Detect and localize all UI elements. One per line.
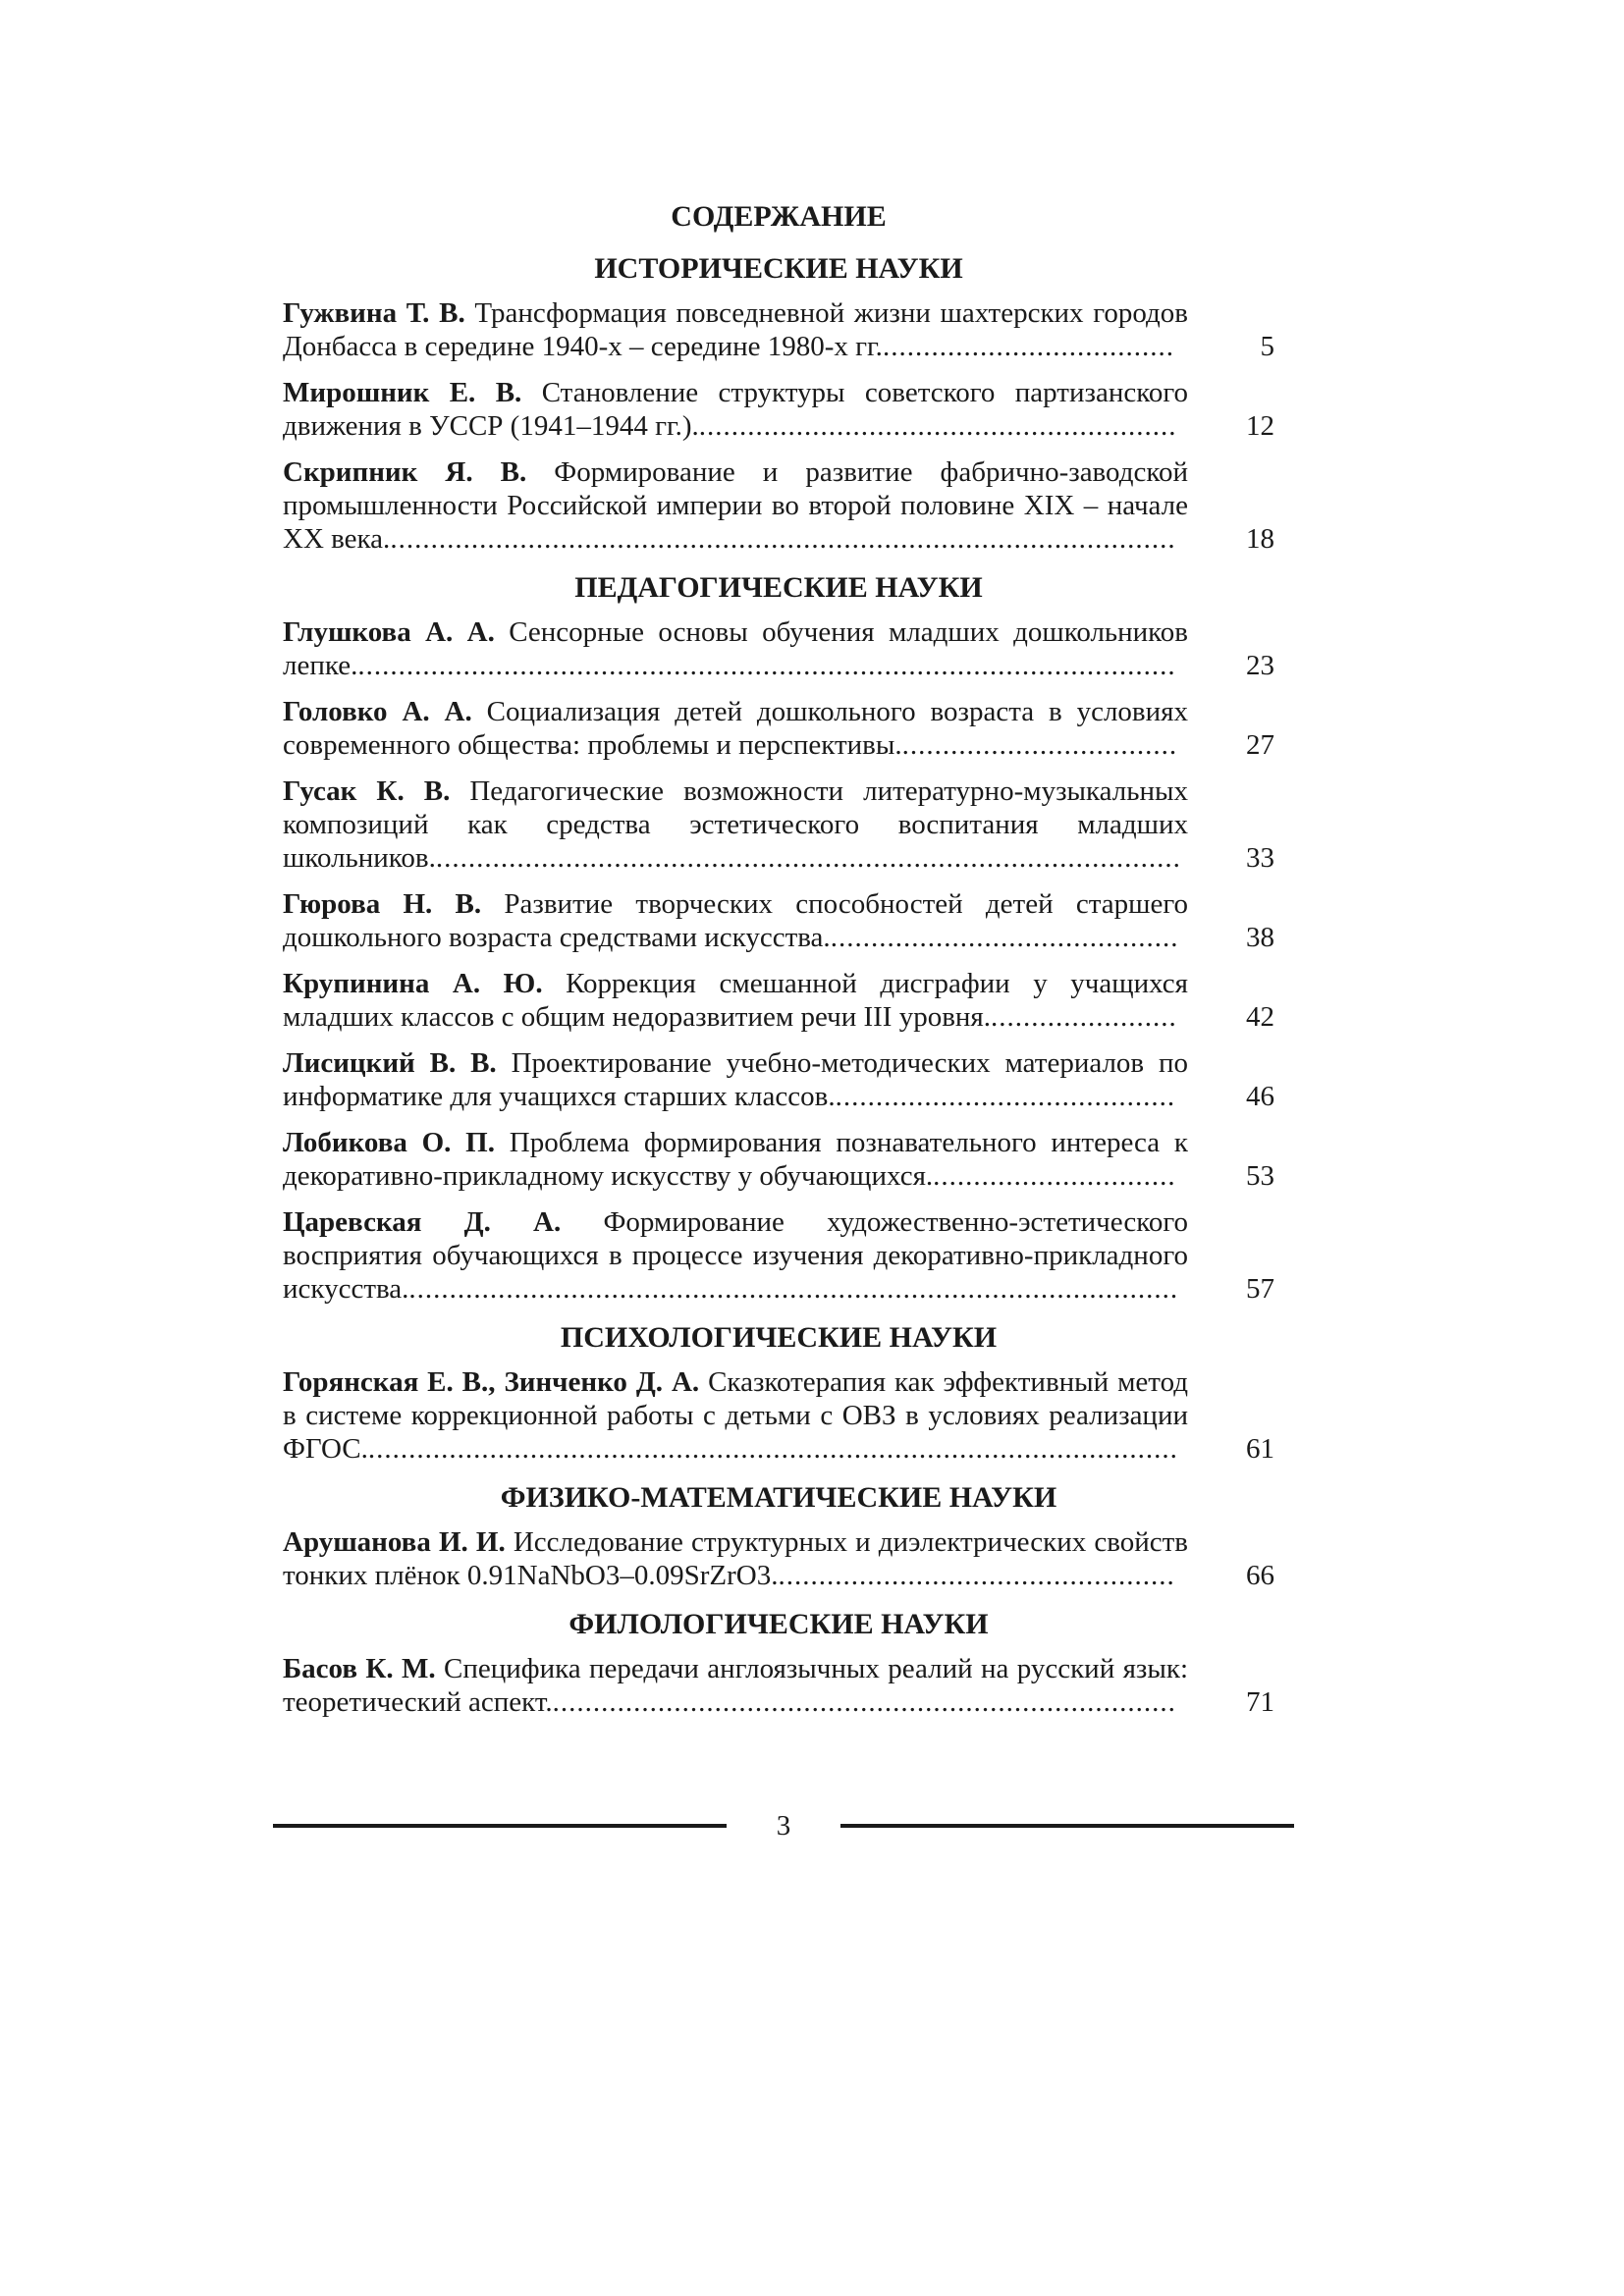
toc-entry-text <box>283 455 1188 556</box>
toc-entry-title: Исследование структурных и диэлектрических свойств тонких плёнок 0.91NaNbO3–0.09SrZrO3. <box>283 1526 1188 1591</box>
toc-entry-title: Педагогические возможности литературно-музыкальных композиций как средства эстетического воспитания младших школьников. <box>283 775 1188 874</box>
toc-entry-page-number: 23 <box>1246 650 1274 681</box>
toc-sections <box>283 249 1274 1719</box>
toc-entry-author: Царевская Д. А. <box>283 1206 562 1238</box>
toc-entry[interactable] <box>283 615 1274 682</box>
toc-entry-text <box>283 1046 1188 1113</box>
toc-entry-page-number: 57 <box>1246 1273 1274 1305</box>
toc-entry-page-number: 12 <box>1246 410 1274 442</box>
footer-rule-right <box>840 1824 1294 1828</box>
footer-page-number: 3 <box>776 1810 791 1842</box>
toc-entry-text <box>283 1525 1188 1592</box>
toc-entry-title: Специфика передачи англоязычных реалий на русский язык: теоретический аспект. <box>283 1653 1189 1718</box>
toc-entry-page-number: 5 <box>1260 331 1274 362</box>
toc-entry-text <box>283 967 1188 1034</box>
toc-entry-author: Гужвина Т. В. <box>283 297 465 329</box>
toc-entry-author: Гюрова Н. В. <box>283 888 482 920</box>
toc-section <box>283 249 1274 556</box>
toc-entry[interactable] <box>283 774 1274 875</box>
toc-entry-author: Глушкова А. А. <box>283 616 495 648</box>
toc-entry-page-number: 71 <box>1246 1686 1274 1718</box>
toc-entry-text <box>283 1652 1188 1719</box>
toc-entry-page-number: 38 <box>1246 922 1274 953</box>
toc-entry-author: Крупинина А. Ю. <box>283 968 543 999</box>
toc-entry-text <box>283 695 1188 762</box>
toc-entry-author: Горянская Е. В., Зинченко Д. А. <box>283 1366 700 1398</box>
dot-leader: ............................................................................. <box>552 1686 1176 1718</box>
toc-section <box>283 1605 1274 1719</box>
toc-entry-author: Скрипник Я. В. <box>283 456 527 488</box>
toc-entry-text <box>283 615 1188 682</box>
toc-entry[interactable] <box>283 455 1274 556</box>
toc-entry-author: Арушанова И. И. <box>283 1526 506 1558</box>
toc-entry[interactable] <box>283 1365 1274 1466</box>
toc-entry[interactable] <box>283 1126 1274 1193</box>
dot-leader: .................................... <box>882 331 1174 362</box>
toc-entry-page-number: 42 <box>1246 1001 1274 1033</box>
toc-entry-author: Гусак К. В. <box>283 775 451 807</box>
dot-leader: ..................................................................................................... <box>357 650 1176 681</box>
toc-entry-page-number: 46 <box>1246 1081 1274 1112</box>
section-title: ПСИХОЛОГИЧЕСКИЕ НАУКИ <box>560 1321 998 1354</box>
toc-entry[interactable] <box>283 695 1274 762</box>
page-footer <box>273 1806 1294 1845</box>
toc-entry-title: Социализация детей дошкольного возраста в условиях современного общества: проблемы и перспективы. <box>283 696 1188 761</box>
toc-entry-title: Сказкотерапия как эффективный метод в системе коррекционной работы с детьми с ОВЗ в условиях реализации ФГОС. <box>283 1366 1189 1465</box>
toc-entry-page-number: 66 <box>1246 1560 1274 1591</box>
toc-entry[interactable] <box>283 1046 1274 1113</box>
toc-entry-title: Формирование художественно-эстетического восприятия обучающихся в процессе изучения декоративно-прикладного искусства. <box>283 1206 1188 1305</box>
toc-entry[interactable] <box>283 296 1274 363</box>
section-title: ФИЛОЛОГИЧЕСКИЕ НАУКИ <box>568 1608 989 1640</box>
toc-entry-author: Головко А. А. <box>283 696 472 727</box>
toc-entry-title: Развитие творческих способностей детей старшего дошкольного возраста средствами искусства. <box>283 888 1189 953</box>
toc-entry[interactable] <box>283 967 1274 1034</box>
toc-section <box>283 1318 1274 1466</box>
toc-entry-text <box>283 774 1188 875</box>
toc-entry-text <box>283 376 1188 443</box>
toc-entry-page-number: 61 <box>1246 1433 1274 1465</box>
toc-section <box>283 1478 1274 1592</box>
toc-entry-author: Мирошник Е. В. <box>283 377 522 408</box>
toc-entry-page-number: 18 <box>1246 523 1274 555</box>
toc-entry[interactable] <box>283 1205 1274 1306</box>
toc-entry-title: Трансформация повседневной жизни шахтерских городов Донбасса в середине 1940-х – середине 1980-х гг. <box>283 297 1189 362</box>
toc-entry-text <box>283 1126 1188 1193</box>
toc-entry-title: Проектирование учебно-методических материалов по информатике для учащихся старших классов. <box>283 1047 1189 1112</box>
toc-entry-text <box>283 296 1188 363</box>
dot-leader: .......................................... <box>835 1081 1176 1112</box>
section-title: ПЕДАГОГИЧЕСКИЕ НАУКИ <box>574 571 983 604</box>
toc-entry-text <box>283 1205 1188 1306</box>
toc-entry-author: Лисицкий В. В. <box>283 1047 497 1079</box>
dot-leader: ....................... <box>991 1001 1177 1033</box>
toc-entry-page-number: 27 <box>1246 729 1274 761</box>
dot-leader: ............................................................................................ <box>435 842 1181 874</box>
dot-leader: ........................................................... <box>698 410 1177 442</box>
dot-leader: .................................................................................................... <box>367 1433 1178 1465</box>
section-title: ФИЗИКО-МАТЕМАТИЧЕСКИЕ НАУКИ <box>500 1481 1057 1514</box>
toc-entry-title: Коррекция смешанной дисграфии у учащихся младших классов с общим недоразвитием речи III уровня. <box>283 968 1188 1033</box>
dot-leader: .................................. <box>901 729 1178 761</box>
toc-entry-title: Проблема формирования познавательного интереса к декоративно-прикладному искусству у обучающихся. <box>283 1127 1188 1192</box>
toc-entry-text <box>283 887 1188 954</box>
toc-entry-page-number: 53 <box>1246 1160 1274 1192</box>
dot-leader: .............................. <box>933 1160 1176 1192</box>
dot-leader: ................................................................................................. <box>390 523 1176 555</box>
page-title: СОДЕРЖАНИЕ <box>671 200 887 233</box>
toc-entry[interactable] <box>283 1652 1274 1719</box>
section-title: ИСТОРИЧЕСКИЕ НАУКИ <box>594 252 963 285</box>
toc-entry-page-number: 33 <box>1246 842 1274 874</box>
dot-leader: ............................................................................................... <box>408 1273 1179 1305</box>
toc-entry[interactable] <box>283 1525 1274 1592</box>
toc-entry-author: Басов К. М. <box>283 1653 436 1684</box>
dot-leader: ................................................. <box>778 1560 1175 1591</box>
toc-section <box>283 568 1274 1306</box>
toc-entry-title: Формирование и развитие фабрично-заводской промышленности Российской империи во второй половине XIX – начале XX века. <box>283 456 1188 555</box>
toc-entry-title: Становление структуры советского партизанского движения в УССР (1941–1944 гг.). <box>283 377 1188 442</box>
toc-entry-author: Лобикова О. П. <box>283 1127 495 1158</box>
toc-entry-title: Сенсорные основы обучения младших дошкольников лепке. <box>283 616 1188 681</box>
toc-entry[interactable] <box>283 887 1274 954</box>
toc-entry-text <box>283 1365 1188 1466</box>
toc-entry[interactable] <box>283 376 1274 443</box>
dot-leader: ........................................... <box>830 922 1179 953</box>
table-of-contents <box>283 196 1274 1732</box>
